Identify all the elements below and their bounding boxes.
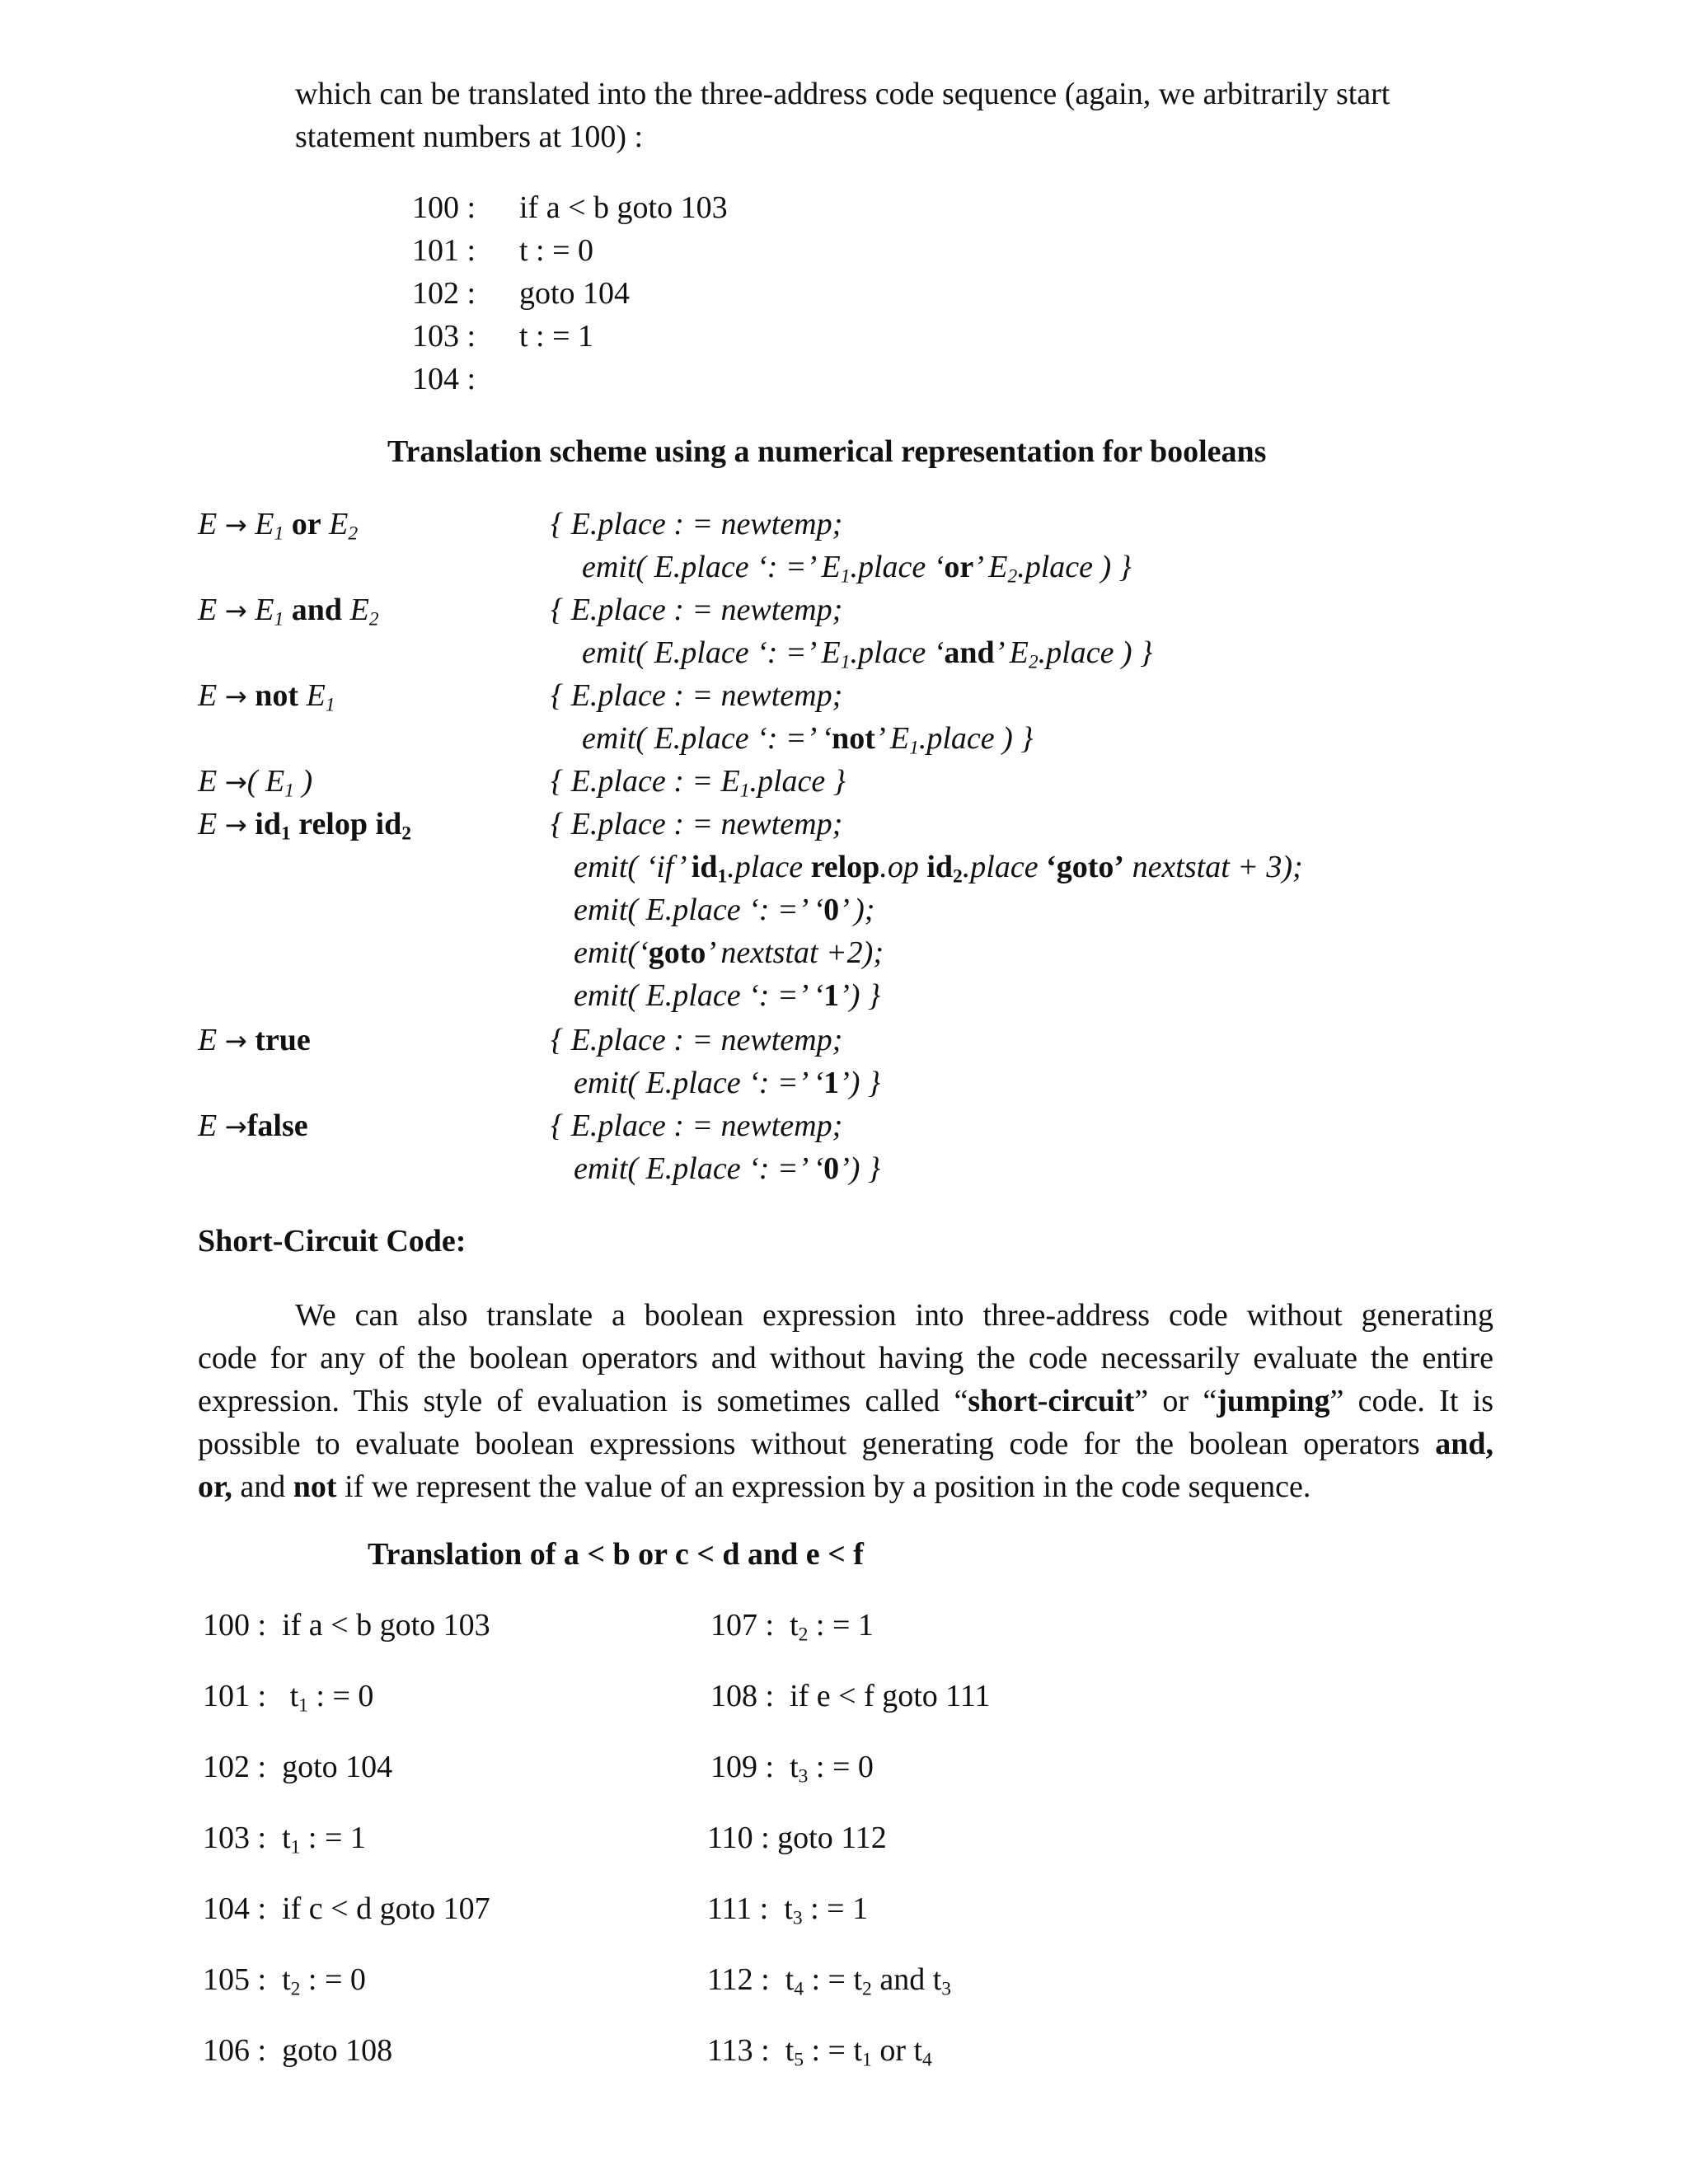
action-line: { E.place : = newtemp; xyxy=(551,1023,843,1057)
production-relop: $E \to id_1$ relop $id_2$ xyxy=(198,807,411,845)
list-item: 111 : $t_3$ : = 1 xyxy=(707,1891,869,1929)
para-line: or, and not if we represent the value of an expression by a position in the code sequence. xyxy=(198,1469,1311,1504)
list-item: 103 : $t_1$ : = 1 xyxy=(203,1821,366,1858)
production-and: $E \to E_1$ and $E_2$ xyxy=(198,593,379,630)
list-item: 107 : $t_2$ : = 1 xyxy=(710,1608,874,1646)
action-line: emit( E.place ‘: =’ ‘1’) } xyxy=(574,1066,881,1100)
list-item: 112 : $t_4$ : = $t_2$ and $t_3$ xyxy=(707,1962,952,2000)
action-line: { E.place : = newtemp; xyxy=(551,507,843,541)
action-line: { E.place : = newtemp; xyxy=(551,593,843,627)
intro-line-2: statement numbers at 100) : xyxy=(295,120,644,154)
list-item: 104 : if c < d goto 107 xyxy=(203,1891,490,1926)
short-circuit-heading: Short-Circuit Code: xyxy=(198,1224,467,1258)
action-line: { E.place : = newtemp; xyxy=(551,807,843,841)
arrow-icon: → xyxy=(224,595,247,626)
code-num: 102 : xyxy=(412,276,476,311)
arrow-icon: → xyxy=(224,766,247,798)
action-line: { E.place : = $E_1.place$ } xyxy=(551,764,846,802)
arrow-icon: → xyxy=(224,1025,247,1057)
production-paren: E →( $E_1$ ) xyxy=(198,764,313,802)
production-or: $E \to E_1$ or $E_2$ xyxy=(198,507,359,545)
action-line: emit( E.place ‘: =’ ‘0’ ); xyxy=(574,893,875,927)
list-item: 100 : if a < b goto 103 xyxy=(203,1608,490,1643)
translation-heading: Translation of a < b or c < d and e < f xyxy=(368,1537,864,1572)
list-item: 105 : $t_2$ : = 0 xyxy=(203,1962,366,2000)
scheme-heading: Translation scheme using a numerical representation for booleans xyxy=(387,434,1267,469)
code-stmt: goto 104 xyxy=(519,276,631,311)
action-line: emit( E.place ‘: =’ $E_1.place$ ‘or’ $E_2.place$ ) } xyxy=(582,550,1132,588)
para-line: expression. This style of evaluation is sometimes called “short-circuit” or “jumping” code. It is xyxy=(198,1384,1494,1418)
production-not: E → not $E_1$ xyxy=(198,678,335,716)
action-line: emit(‘goto’ nextstat +2); xyxy=(574,935,884,970)
list-item: 109 : $t_3$ : = 0 xyxy=(710,1750,874,1788)
list-item: 110 : goto 112 xyxy=(707,1821,887,1855)
action-line: emit( E.place ‘: =’ ‘not’ $E_1.place$ ) } xyxy=(582,721,1034,759)
arrow-icon: → xyxy=(224,1111,247,1142)
list-item: 102 : goto 104 xyxy=(203,1750,393,1784)
list-item: 101 : $t_1$ : = 0 xyxy=(203,1679,374,1717)
arrow-icon: → xyxy=(224,681,247,712)
code-stmt: if a < b goto 103 xyxy=(519,190,728,225)
para-line: code for any of the boolean operators and without having the code necessarily evaluate the entire xyxy=(198,1341,1493,1376)
action-line: emit( ‘if’ $id_1.place$ relop.op $id_2.place$ ‘goto’ nextstat + 3); xyxy=(574,850,1303,888)
list-item: 108 : if e < f goto 111 xyxy=(710,1679,991,1713)
code-stmt: t : = 1 xyxy=(519,319,594,354)
code-stmt: t : = 0 xyxy=(519,233,594,268)
action-line: emit( E.place ‘: =’ ‘1’) } xyxy=(574,978,881,1013)
code-num: 103 : xyxy=(412,319,476,354)
para-line: possible to evaluate boolean expressions without generating code for the boolean operators and, xyxy=(198,1427,1493,1461)
list-item: 106 : goto 108 xyxy=(203,2033,393,2068)
action-line: { E.place : = newtemp; xyxy=(551,1108,843,1143)
action-line: emit( E.place ‘: =’ $E_1.place$ ‘and’ $E_2.place$ ) } xyxy=(582,635,1153,673)
arrow-icon: → xyxy=(224,509,247,541)
arrow-icon: → xyxy=(224,809,247,841)
action-line: emit( E.place ‘: =’ ‘0’) } xyxy=(574,1151,881,1186)
code-num: 101 : xyxy=(412,233,476,268)
production-true: E → true xyxy=(198,1023,311,1057)
code-num: 100 : xyxy=(412,190,476,225)
production-false: E →false xyxy=(198,1108,308,1143)
code-num: 104 : xyxy=(412,362,476,396)
intro-line-1: which can be translated into the three-address code sequence (again, we arbitrarily start xyxy=(295,77,1390,111)
para-line: We can also translate a boolean expression into three-address code without generating xyxy=(295,1298,1493,1333)
action-line: { E.place : = newtemp; xyxy=(551,678,843,713)
list-item: 113 : $t_5$ : = $t_1$ or $t_4$ xyxy=(707,2033,932,2071)
